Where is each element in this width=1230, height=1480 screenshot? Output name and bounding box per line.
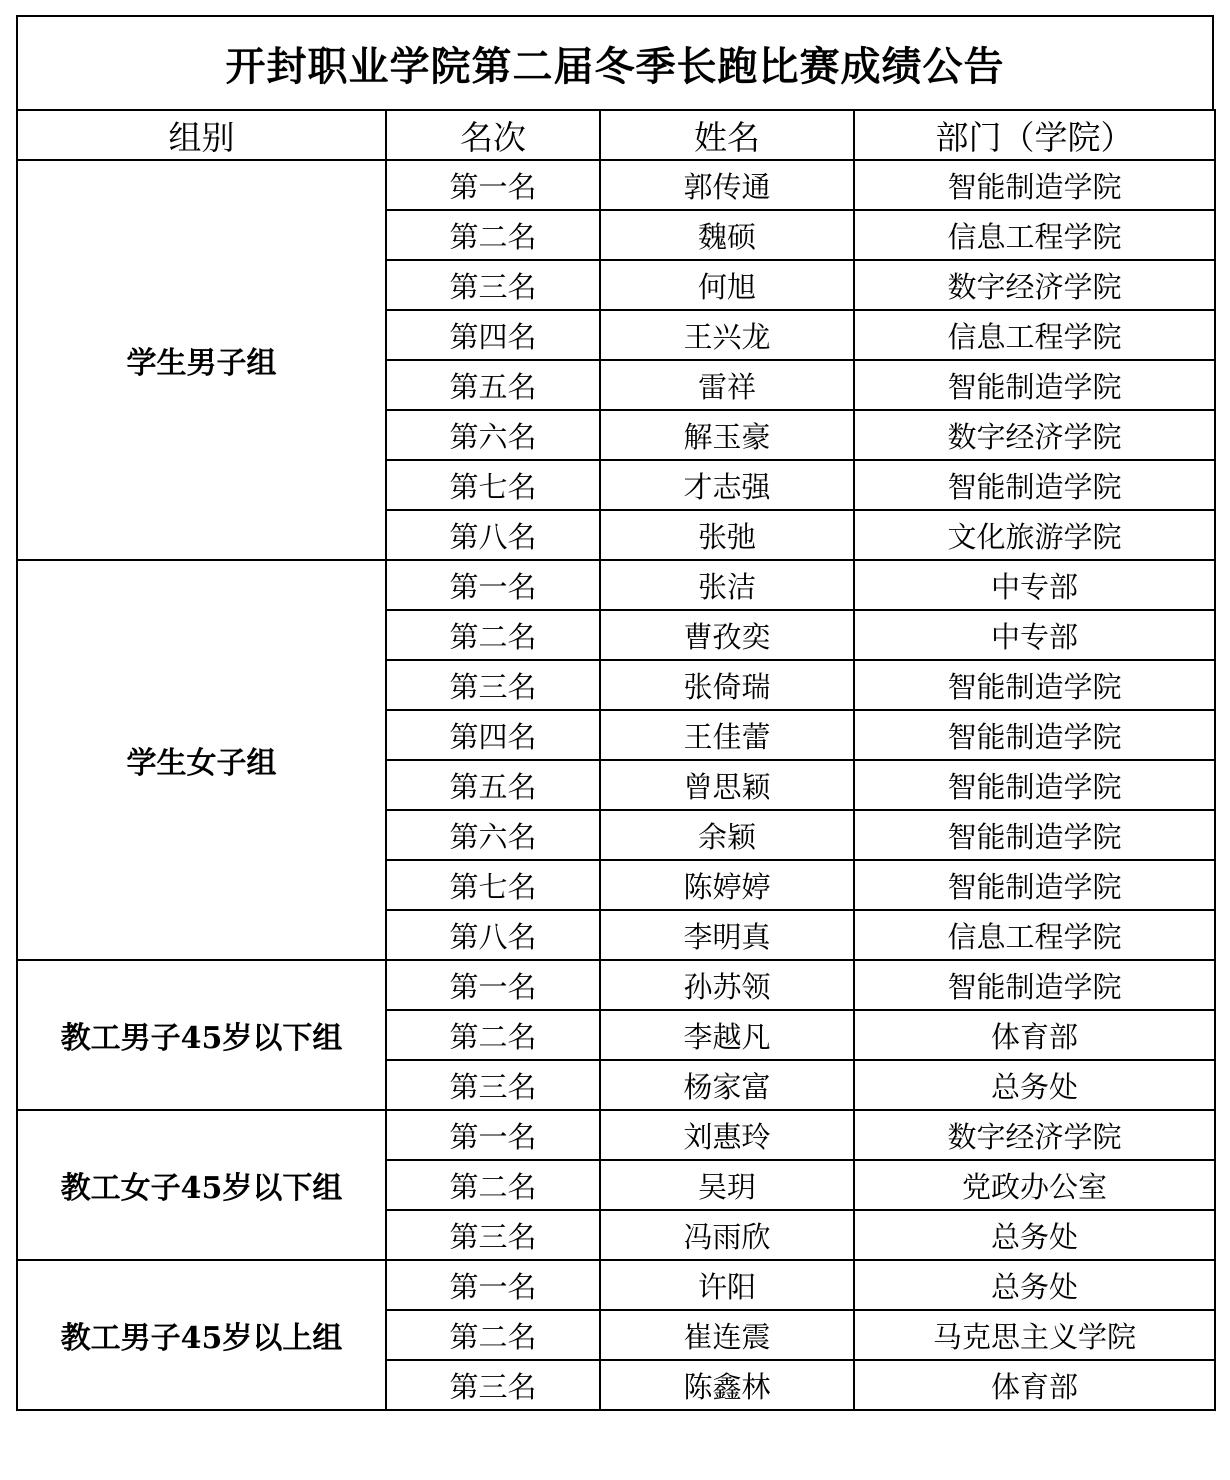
- header-group: 组别: [17, 110, 386, 160]
- table-row: [17, 160, 1215, 210]
- rank-cell: 第五名: [386, 360, 600, 410]
- name-cell: 何旭: [600, 260, 854, 310]
- name-cell: 张洁: [600, 560, 854, 610]
- group-name-cell: 学生女子组: [17, 560, 386, 960]
- department-cell: 体育部: [854, 1360, 1215, 1410]
- department-cell: 智能制造学院: [854, 860, 1215, 910]
- name-cell: 杨家富: [600, 1060, 854, 1110]
- department-cell: 智能制造学院: [854, 760, 1215, 810]
- name-cell: 魏硕: [600, 210, 854, 260]
- name-cell: 才志强: [600, 460, 854, 510]
- rank-cell: 第七名: [386, 860, 600, 910]
- name-cell: 曹孜奕: [600, 610, 854, 660]
- rank-cell: 第八名: [386, 510, 600, 560]
- name-cell: 余颖: [600, 810, 854, 860]
- name-cell: 张倚瑞: [600, 660, 854, 710]
- department-cell: 总务处: [854, 1060, 1215, 1110]
- rank-cell: 第三名: [386, 1210, 600, 1260]
- rank-cell: 第二名: [386, 610, 600, 660]
- header-row: [17, 110, 1215, 160]
- rank-cell: 第一名: [386, 560, 600, 610]
- department-cell: 智能制造学院: [854, 710, 1215, 760]
- table-row: [17, 560, 1215, 610]
- rank-cell: 第八名: [386, 910, 600, 960]
- name-cell: 陈鑫林: [600, 1360, 854, 1410]
- rank-cell: 第六名: [386, 410, 600, 460]
- rank-cell: 第五名: [386, 760, 600, 810]
- department-cell: 信息工程学院: [854, 310, 1215, 360]
- table-row: [17, 960, 1215, 1010]
- rank-cell: 第四名: [386, 310, 600, 360]
- department-cell: 中专部: [854, 610, 1215, 660]
- name-cell: 王兴龙: [600, 310, 854, 360]
- rank-cell: 第六名: [386, 810, 600, 860]
- name-cell: 刘惠玲: [600, 1110, 854, 1160]
- name-cell: 曾思颖: [600, 760, 854, 810]
- rank-cell: 第二名: [386, 1010, 600, 1060]
- department-cell: 数字经济学院: [854, 260, 1215, 310]
- results-body: [17, 160, 1215, 1410]
- rank-cell: 第一名: [386, 960, 600, 1010]
- department-cell: 信息工程学院: [854, 210, 1215, 260]
- name-cell: 解玉豪: [600, 410, 854, 460]
- name-cell: 王佳蕾: [600, 710, 854, 760]
- name-cell: 吴玥: [600, 1160, 854, 1210]
- rank-cell: 第三名: [386, 260, 600, 310]
- department-cell: 数字经济学院: [854, 1110, 1215, 1160]
- name-cell: 孙苏领: [600, 960, 854, 1010]
- department-cell: 信息工程学院: [854, 910, 1215, 960]
- department-cell: 智能制造学院: [854, 810, 1215, 860]
- name-cell: 郭传通: [600, 160, 854, 210]
- rank-cell: 第三名: [386, 1360, 600, 1410]
- title-box: [16, 15, 1214, 109]
- department-cell: 中专部: [854, 560, 1215, 610]
- department-cell: 总务处: [854, 1210, 1215, 1260]
- name-cell: 雷祥: [600, 360, 854, 410]
- department-cell: 文化旅游学院: [854, 510, 1215, 560]
- department-cell: 马克思主义学院: [854, 1310, 1215, 1360]
- name-cell: 崔连震: [600, 1310, 854, 1360]
- name-cell: 张弛: [600, 510, 854, 560]
- name-cell: 李明真: [600, 910, 854, 960]
- department-cell: 智能制造学院: [854, 960, 1215, 1010]
- rank-cell: 第二名: [386, 1160, 600, 1210]
- results-table: [16, 109, 1216, 1411]
- department-cell: 智能制造学院: [854, 160, 1215, 210]
- department-cell: 数字经济学院: [854, 410, 1215, 460]
- name-cell: 许阳: [600, 1260, 854, 1310]
- rank-cell: 第七名: [386, 460, 600, 510]
- rank-cell: 第一名: [386, 1110, 600, 1160]
- rank-cell: 第二名: [386, 1310, 600, 1360]
- rank-cell: 第一名: [386, 1260, 600, 1310]
- name-cell: 冯雨欣: [600, 1210, 854, 1260]
- rank-cell: 第二名: [386, 210, 600, 260]
- group-name-cell: 学生男子组: [17, 160, 386, 560]
- department-cell: 智能制造学院: [854, 360, 1215, 410]
- name-cell: 陈婷婷: [600, 860, 854, 910]
- header-department: 部门（学院）: [854, 110, 1215, 160]
- rank-cell: 第三名: [386, 1060, 600, 1110]
- department-cell: 体育部: [854, 1010, 1215, 1060]
- group-name-cell: 教工男子45岁以上组: [17, 1260, 386, 1410]
- table-row: [17, 1110, 1215, 1160]
- rank-cell: 第四名: [386, 710, 600, 760]
- table-row: [17, 1260, 1215, 1310]
- group-name-cell: 教工女子45岁以下组: [17, 1110, 386, 1260]
- department-cell: 总务处: [854, 1260, 1215, 1310]
- department-cell: 党政办公室: [854, 1160, 1215, 1210]
- rank-cell: 第三名: [386, 660, 600, 710]
- page-title: 开封职业学院第二届冬季长跑比赛成绩公告: [225, 42, 1005, 90]
- rank-cell: 第一名: [386, 160, 600, 210]
- department-cell: 智能制造学院: [854, 460, 1215, 510]
- department-cell: 智能制造学院: [854, 660, 1215, 710]
- header-name: 姓名: [600, 110, 854, 160]
- group-name-cell: 教工男子45岁以下组: [17, 960, 386, 1110]
- name-cell: 李越凡: [600, 1010, 854, 1060]
- results-sheet: [16, 15, 1214, 1411]
- header-rank: 名次: [386, 110, 600, 160]
